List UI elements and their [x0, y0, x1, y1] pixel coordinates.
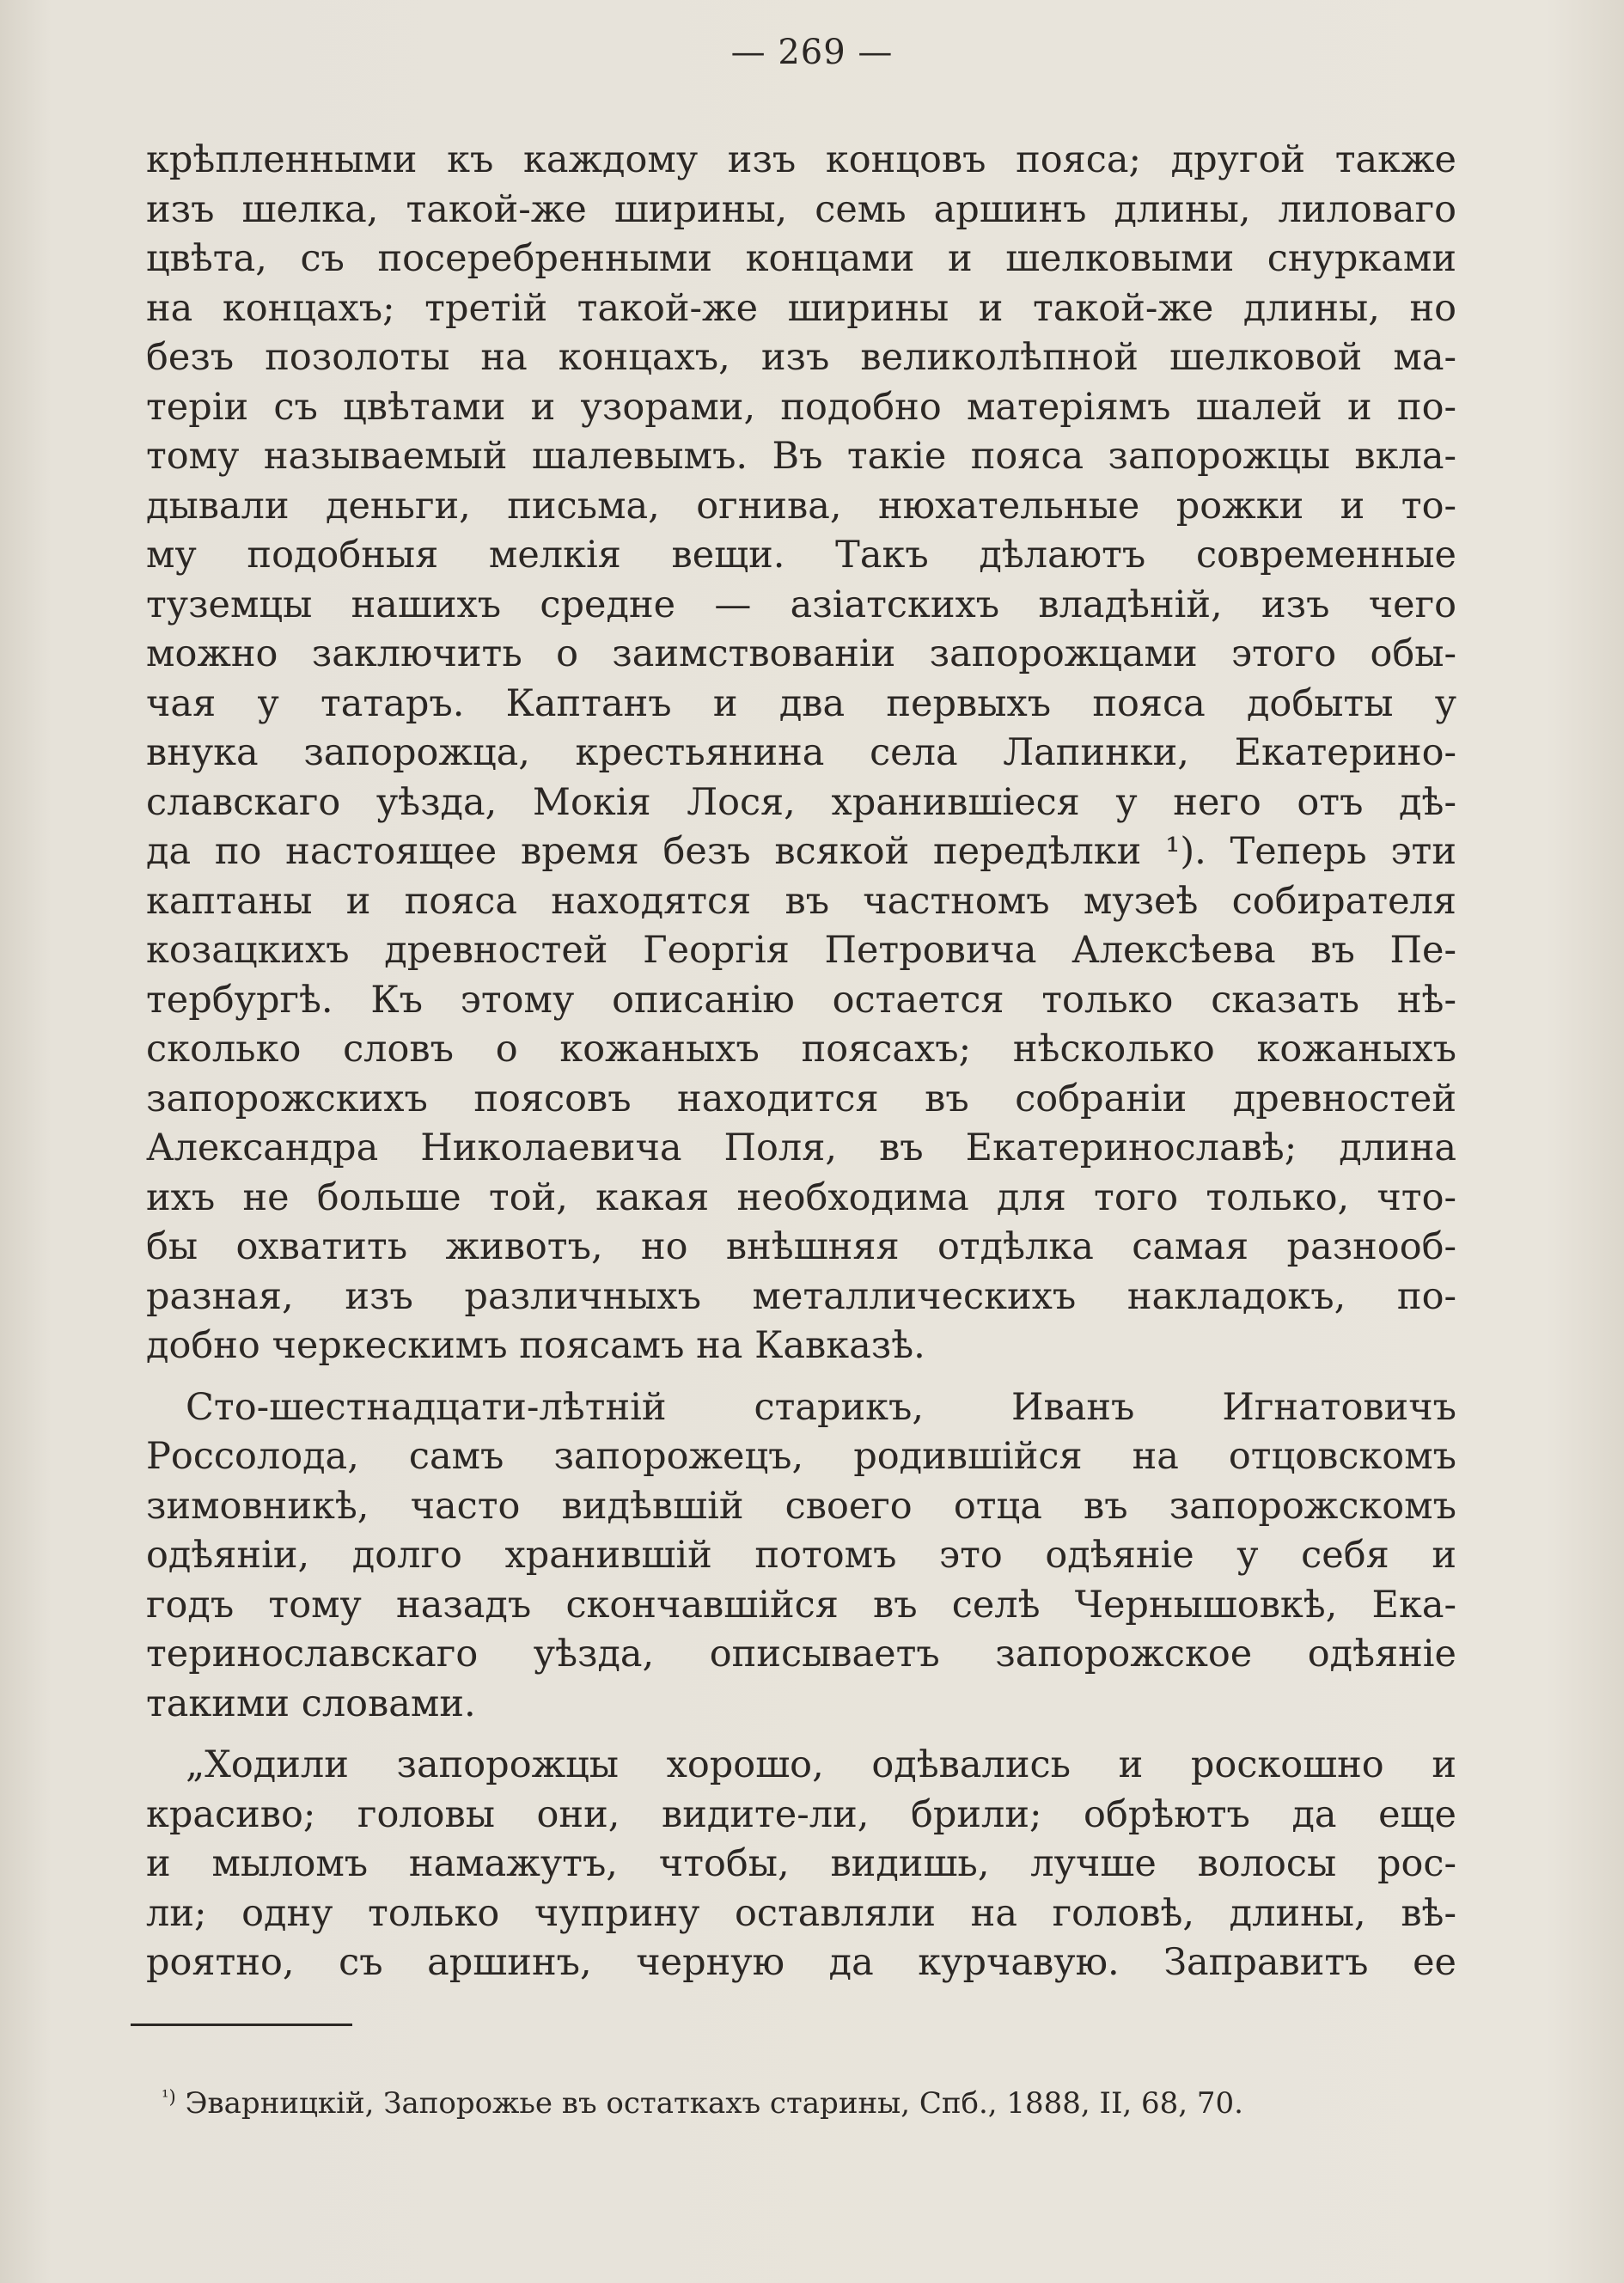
text-line: ли; одну только чуприну оставляли на головѣ, длины, вѣ-: [146, 1891, 1456, 1935]
text-line: запорожскихъ поясовъ находится въ собраніи древностей: [146, 1077, 1456, 1120]
text-line: на концахъ; третій такой-же ширины и такой-же длины, но: [146, 286, 1456, 330]
paragraph-1: [146, 136, 1456, 1371]
text-line: годъ тому назадъ скончавшійся въ селѣ Чернышовкѣ, Ека-: [146, 1583, 1456, 1627]
text-line: туземцы нашихъ средне — азіатскихъ владѣній, изъ чего: [146, 583, 1456, 626]
text-line: одѣяніи, долго хранившій потомъ это одѣяніе у себя и: [146, 1534, 1456, 1577]
text-line: крѣпленными къ каждому изъ концовъ пояса; другой также: [146, 138, 1456, 181]
text-line: и мыломъ намажутъ, чтобы, видишь, лучше волосы рос-: [146, 1842, 1456, 1885]
text-line: внука запорожца, крестьянина села Лапинки, Екатерино-: [146, 731, 1456, 774]
text-line: теріи съ цвѣтами и узорами, подобно матеріямъ шалей и по-: [146, 385, 1456, 429]
text-line: тому называемый шалевымъ. Въ такіе пояса запорожцы вкла-: [146, 435, 1456, 478]
text-line: Сто-шестнадцати-лѣтній старикъ, Иванъ Игнатовичъ: [186, 1385, 1456, 1429]
text-line: чая у татаръ. Каптанъ и два первыхъ пояса добыты у: [146, 681, 1456, 725]
text-line: „Ходили запорожцы хорошо, одѣвались и роскошно и: [186, 1743, 1456, 1786]
text-line: можно заключить о заимствованіи запорожцами этого обы-: [146, 632, 1456, 675]
text-line: безъ позолоты на концахъ, изъ великолѣпной шелковой ма-: [146, 336, 1456, 379]
page-number: — 269 —: [730, 33, 894, 72]
text-line: добно черкескимъ поясамъ на Кавказѣ.: [146, 1324, 925, 1367]
text-line: такими словами.: [146, 1682, 476, 1725]
body-text: [146, 136, 1456, 1988]
text-line: каптаны и пояса находятся въ частномъ музеѣ собирателя: [146, 879, 1456, 923]
text-line: цвѣта, съ посеребренными концами и шелковыми снурками: [146, 237, 1456, 280]
text-line: бы охватить животъ, но внѣшняя отдѣлка самая разнооб-: [146, 1225, 1456, 1268]
text-line: сколько словъ о кожаныхъ поясахъ; нѣсколько кожаныхъ: [146, 1028, 1456, 1071]
text-line: зимовникѣ, часто видѣвшій своего отца въ запорожскомъ: [146, 1484, 1456, 1528]
footnote: [162, 2086, 1243, 2121]
text-line: Россолода, самъ запорожецъ, родившійся на отцовскомъ: [146, 1435, 1456, 1478]
paragraph-gap: [146, 1371, 1456, 1383]
text-line: Александра Николаевича Поля, въ Екатеринославѣ; длина: [146, 1126, 1456, 1169]
footnote-divider: [131, 2024, 352, 2026]
text-line: славскаго уѣзда, Мокія Лося, хранившіеся у него отъ дѣ-: [146, 780, 1456, 824]
paragraph-3: [146, 1741, 1456, 1988]
paragraph-2: [146, 1383, 1456, 1730]
text-line: красиво; головы они, видите-ли, брили; обрѣютъ да еще: [146, 1792, 1456, 1836]
text-line: да по настоящее время безъ всякой передѣлки ¹). Теперь эти: [146, 830, 1456, 873]
footnote-text: Эварницкій, Запорожье въ остаткахъ старины, Спб., 1888, II, 68, 70.: [185, 2086, 1243, 2121]
text-line: ихъ не больше той, какая необходима для того только, что-: [146, 1175, 1456, 1219]
footnote-marker: ¹): [162, 2085, 176, 2108]
text-line: козацкихъ древностей Георгія Петровича Алексѣева въ Пе-: [146, 929, 1456, 972]
text-line: разная, изъ различныхъ металлическихъ накладокъ, по-: [146, 1274, 1456, 1318]
text-line: му подобныя мелкія вещи. Такъ дѣлаютъ современные: [146, 534, 1456, 577]
text-line: теринославскаго уѣзда, описываетъ запорожское одѣяніе: [146, 1633, 1456, 1676]
text-line: тербургѣ. Къ этому описанію остается только сказать нѣ-: [146, 978, 1456, 1022]
text-line: роятно, съ аршинъ, черную да курчавую. Заправитъ ее: [146, 1941, 1456, 1984]
text-line: дывали деньги, письма, огнива, нюхательные рожки и то-: [146, 484, 1456, 528]
paragraph-gap: [146, 1729, 1456, 1741]
text-line: изъ шелка, такой-же ширины, семь аршинъ длины, лиловаго: [146, 187, 1456, 231]
